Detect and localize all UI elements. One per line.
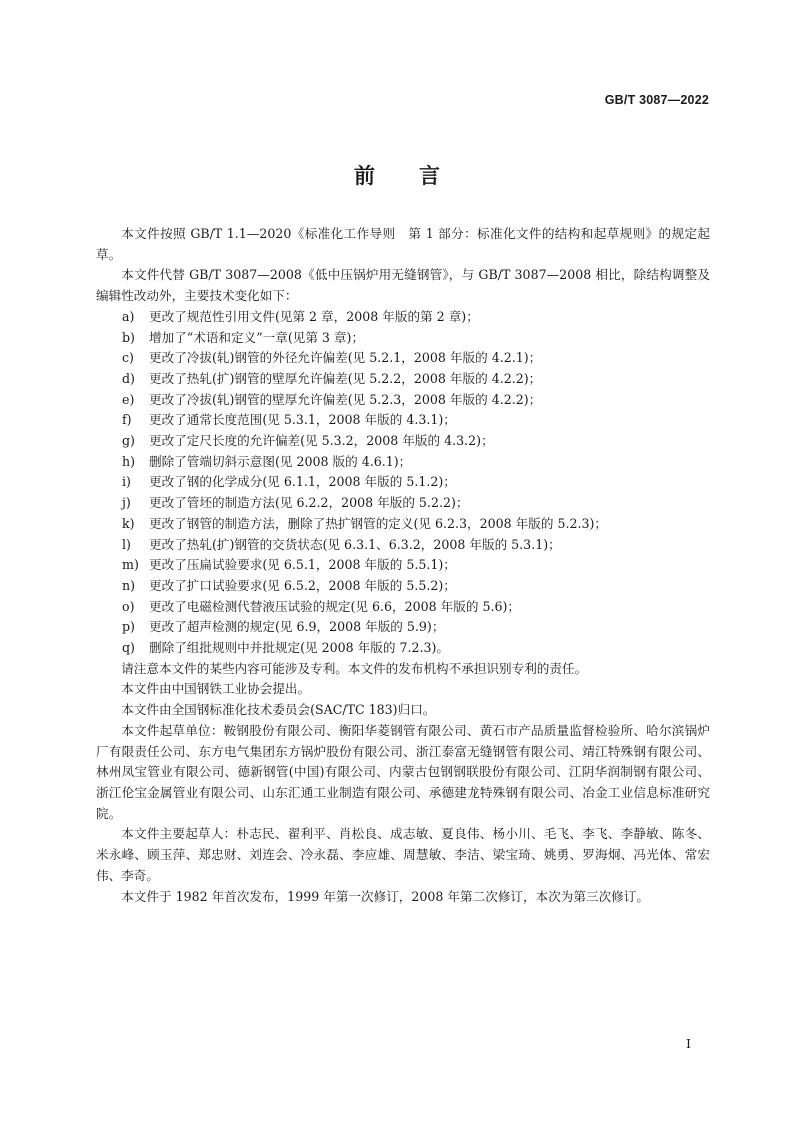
paragraph-administered-by: 本文件由全国钢标准化技术委员会(SAC/TC 183)归口。 — [121, 702, 436, 718]
list-text: 更改了压扁试验要求(见 6.5.1，2008 年版的 5.5.1)； — [149, 557, 456, 573]
list-item — [96, 307, 710, 328]
list-text: 更改了超声检测的规定(见 6.9，2008 年版的 5.9)； — [149, 619, 445, 635]
list-item — [96, 535, 710, 556]
list-marker: j) — [122, 495, 131, 511]
list-marker: e) — [122, 391, 135, 407]
title-char-1: 前 — [354, 164, 375, 188]
page-number: I — [686, 1036, 691, 1051]
list-marker: o) — [122, 598, 135, 614]
paragraph-drafters: 本文件主要起草人：朴志民、翟利平、肖松良、成志敏、夏良伟、杨小川、毛飞、李飞、李静敏、陈冬、米永峰、顾玉萍、郑忠财、刘连会、冷永磊、李应雄、周慧敏、李洁、梁宝琦、姚勇、罗海炯、冯光体、常宏伟、李奇。 — [96, 826, 710, 883]
list-item — [96, 431, 710, 452]
list-marker: n) — [122, 577, 136, 593]
paragraph-history: 本文件于 1982 年首次发布，1999 年第一次修订，2008 年第二次修订，本次为第三次修订。 — [121, 888, 649, 904]
list-marker: i) — [122, 474, 131, 490]
list-item — [96, 638, 710, 659]
list-text: 增加了“术语和定义”一章(见第 3 章)； — [149, 329, 365, 345]
list-text: 更改了管坯的制造方法(见 6.2.2，2008 年版的 5.2.2)； — [149, 495, 469, 511]
list-text: 更改了热轧(扩)钢管的交货状态(见 6.3.1、6.3.2，2008 年版的 5.3.1)； — [149, 536, 561, 552]
changes-list — [96, 307, 710, 659]
list-item — [96, 328, 710, 349]
paragraph-drafting-rules: 本文件按照 GB/T 1.1—2020《标准化工作导则 第 1 部分：标准化文件的结构和起草规则》的规定起草。 — [96, 226, 710, 262]
list-marker: l) — [122, 536, 131, 552]
page-title — [0, 160, 794, 190]
list-text: 更改了热轧(扩)钢管的壁厚允许偏差(见 5.2.2，2008 年版的 4.2.2)； — [149, 370, 542, 386]
list-marker: d) — [122, 370, 135, 386]
list-marker: q) — [122, 640, 135, 656]
list-text: 更改了规范性引用文件(见第 2 章，2008 年版的第 2 章)； — [149, 308, 479, 324]
list-text: 删除了组批规则中并批规定(见 2008 年版的 7.2.3)。 — [149, 640, 450, 656]
standard-code: GB/T 3087—2022 — [604, 93, 709, 107]
list-item — [96, 514, 710, 535]
list-item — [96, 493, 710, 514]
list-marker: f) — [122, 412, 132, 428]
list-text: 删除了管端切斜示意图(见 2008 版的 4.6.1)； — [149, 453, 412, 469]
paragraph-proposed-by: 本文件由中国钢铁工业协会提出。 — [121, 681, 311, 697]
list-marker: p) — [122, 619, 135, 635]
list-item — [96, 390, 710, 411]
paragraph-replaces: 本文件代替 GB/T 3087—2008《低中压锅炉用无缝钢管》，与 GB/T 3087—2008 相比，除结构调整及编辑性改动外，主要技术变化如下： — [96, 267, 710, 304]
list-item — [96, 369, 710, 390]
list-item — [96, 555, 710, 576]
list-text: 更改了通常长度范围(见 5.3.1，2008 年版的 4.3.1)； — [149, 412, 456, 428]
list-marker: a) — [122, 308, 135, 324]
list-item — [96, 617, 710, 638]
paragraph-patent-notice: 请注意本文件的某些内容可能涉及专利。本文件的发布机构不承担识别专利的责任。 — [121, 660, 588, 676]
list-text: 更改了冷拔(轧)钢管的壁厚允许偏差(见 5.2.3，2008 年版的 4.2.2)； — [149, 391, 542, 407]
list-item — [96, 348, 710, 369]
list-item — [96, 410, 710, 431]
list-text: 更改了扩口试验要求(见 6.5.2，2008 年版的 5.5.2)； — [149, 577, 456, 593]
list-text: 更改了定尺长度的允许偏差(见 5.3.2，2008 年版的 4.3.2)； — [149, 433, 494, 449]
list-marker: k) — [122, 515, 135, 531]
list-text: 更改了冷拔(轧)钢管的外径允许偏差(见 5.2.1，2008 年版的 4.2.1)； — [149, 350, 542, 366]
list-marker: b) — [122, 329, 135, 345]
list-text: 更改了电磁检测代替液压试验的规定(见 6.6，2008 年版的 5.6)； — [149, 598, 521, 614]
paragraph-drafting-units: 本文件起草单位：鞍钢股份有限公司、衡阳华菱钢管有限公司、黄石市产品质量监督检验所、哈尔滨锅炉厂有限责任公司、东方电气集团东方锅炉股份有限公司、浙江泰富无缝钢管有限公司、靖江特殊钢有限公司、林州凤宝管业有限公司、德新钢管(中国)有限公司、内蒙古包钢钢联股份有限公司、江阴华润制钢有限公司、浙江伦宝金属管业有限公司、山东汇通工业制造有限公司、承德建龙特殊钢有限公司、冶金工业信息标准研究院。 — [96, 722, 710, 821]
list-text: 更改了钢的化学成分(见 6.1.1，2008 年版的 5.1.2)； — [149, 474, 456, 490]
list-item — [96, 472, 710, 493]
list-marker: h) — [122, 453, 136, 469]
list-marker: c) — [122, 350, 134, 366]
foreword-body — [96, 224, 710, 907]
list-item — [96, 597, 710, 618]
list-text: 更改了钢管的制造方法，删除了热扩钢管的定义(见 6.2.3，2008 年版的 5.2.3)； — [149, 515, 608, 531]
list-marker: m) — [122, 557, 139, 573]
list-item — [96, 452, 710, 473]
list-item — [96, 576, 710, 597]
list-marker: g) — [122, 433, 135, 449]
title-char-2: 言 — [419, 164, 440, 188]
